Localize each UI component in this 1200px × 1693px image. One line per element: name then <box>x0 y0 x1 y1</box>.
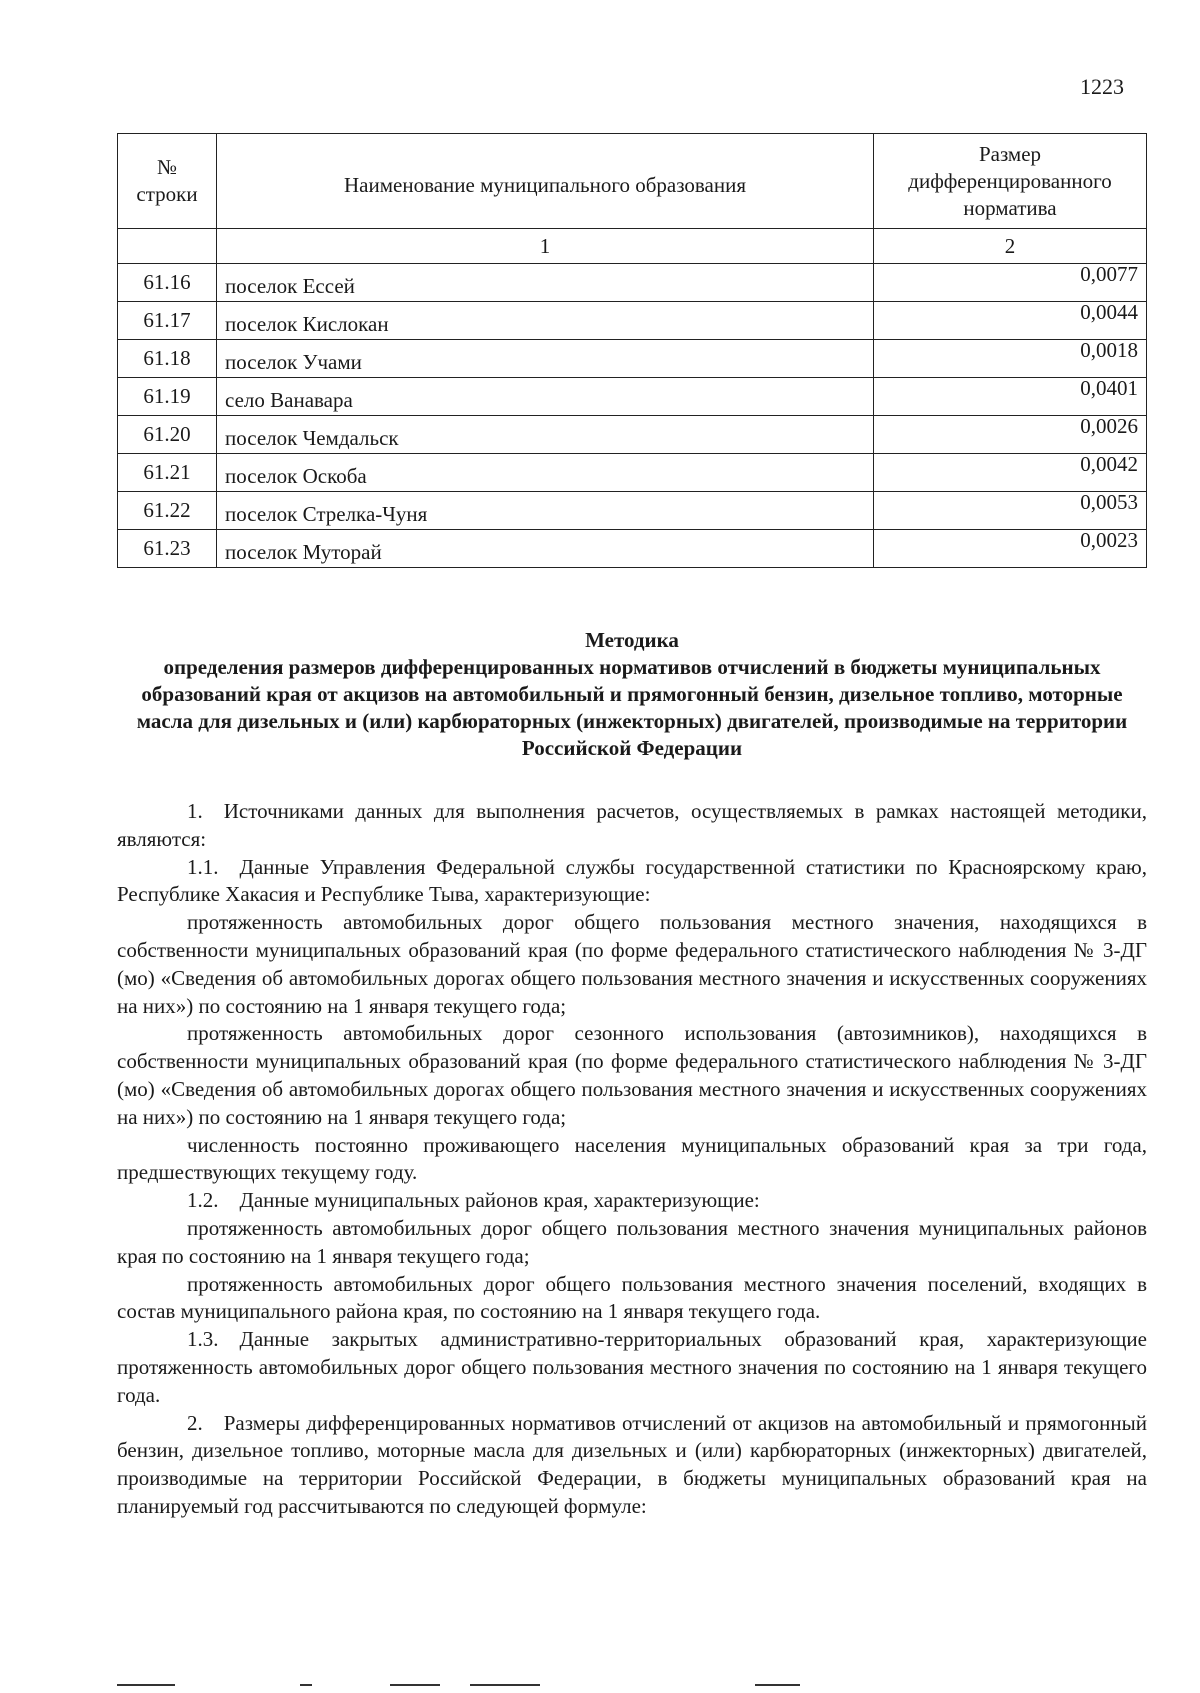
table-row <box>118 264 1147 302</box>
method-title-subtitle: определения размеров дифференцированных нормативов отчислений в бюджеты муниципальных образований края от акцизов на автомобильный и прямогонный бензин, дизельное топливо, моторные масла для дизельных и (или) карбюраторных (инжекторных) двигателей, производимые на территории Российской Федерации <box>136 655 1128 760</box>
row-municipality-text: поселок Муторай <box>225 540 382 564</box>
row-municipality <box>217 378 874 416</box>
index-cell-0 <box>118 229 217 264</box>
paragraph-1-2: 1.2. Данные муниципальных районов края, характеризующие: <box>187 1188 760 1213</box>
row-number: 61.22 <box>118 492 217 530</box>
method-title <box>117 627 1147 762</box>
paragraph-1: 1. Источниками данных для выполнения расчетов, осуществляемых в рамках настоящей методики, являются: <box>117 799 1147 851</box>
header-row-number-text: № строки <box>136 155 198 206</box>
table-row <box>118 530 1147 568</box>
row-municipality-text: поселок Ессей <box>225 274 355 298</box>
header-row-number <box>118 134 217 229</box>
footer-scan-line <box>470 1684 540 1686</box>
row-value <box>874 530 1147 568</box>
row-municipality <box>217 492 874 530</box>
header-municipality-name-text: Наименование муниципального образования <box>344 172 746 197</box>
row-municipality <box>217 302 874 340</box>
row-municipality <box>217 454 874 492</box>
row-number: 61.21 <box>118 454 217 492</box>
row-municipality <box>217 530 874 568</box>
paragraph-1-1-a: протяженность автомобильных дорог общего пользования местного значения, находящихся в собственности муниципальных образований края (по форме федерального статистического наблюдения № 3-ДГ (мо) «Сведения об автомобильных дорогах общего пользования местного значения и искусственных сооружениях на них») по состоянию на 1 января текущего года; <box>117 910 1147 1018</box>
row-number: 61.16 <box>118 264 217 302</box>
footer-scan-line <box>390 1684 440 1686</box>
row-municipality <box>217 416 874 454</box>
row-municipality-text: поселок Кислокан <box>225 312 389 336</box>
table-row <box>118 378 1147 416</box>
row-municipality <box>217 340 874 378</box>
normatives-table <box>117 133 1147 568</box>
paragraph-1-1-b: протяженность автомобильных дорог сезонного использования (автозимников), находящихся в собственности муниципальных образований края (по форме федерального статистического наблюдения № 3-ДГ (мо) «Сведения об автомобильных дорогах общего пользования местного значения и искусственных сооружениях на них») по состоянию на 1 января текущего года; <box>117 1021 1147 1129</box>
header-municipality-name <box>217 134 874 229</box>
row-value <box>874 416 1147 454</box>
row-value-text: 0,0053 <box>1080 490 1138 514</box>
index-cell-2: 2 <box>874 229 1147 264</box>
row-value <box>874 378 1147 416</box>
footer-scan-line <box>300 1684 312 1686</box>
row-value <box>874 340 1147 378</box>
paragraph-1-3: 1.3. Данные закрытых административно-территориальных образований края, характеризующие протяженность автомобильных дорог общего пользования местного значения по состоянию на 1 января текущего года. <box>117 1327 1147 1407</box>
footer-scan-line <box>117 1684 175 1686</box>
row-value-text: 0,0018 <box>1080 338 1138 362</box>
row-value-text: 0,0044 <box>1080 300 1138 324</box>
paragraph-1-1: 1.1. Данные Управления Федеральной службы государственной статистики по Красноярскому краю, Республике Хакасия и Республике Тыва, характеризующие: <box>117 854 1147 907</box>
paragraph-1-2-b: протяженность автомобильных дорог общего пользования местного значения поселений, входящих в состав муниципального района края, по состоянию на 1 января текущего года. <box>117 1271 1147 1324</box>
row-number: 61.20 <box>118 416 217 454</box>
row-municipality-text: поселок Стрелка-Чуня <box>225 502 428 526</box>
footer-scan-line <box>755 1684 800 1686</box>
table-row <box>118 302 1147 340</box>
row-value <box>874 302 1147 340</box>
index-cell-1: 1 <box>217 229 874 264</box>
row-value-text: 0,0026 <box>1080 414 1138 438</box>
row-value-text: 0,0077 <box>1080 262 1138 286</box>
row-municipality-text: поселок Чемдальск <box>225 426 399 450</box>
header-normative-size-text: Размер дифференцированного норматива <box>908 141 1112 220</box>
row-municipality-text: село Ванавара <box>225 388 353 412</box>
paragraph-2: 2. Размеры дифференцированных нормативов отчислений от акцизов на автомобильный и прямогонный бензин, дизельное топливо, моторные масла для дизельных и (или) карбюраторных (инжекторных) двигателей, производимые на территории Российской Федерации, в бюджеты муниципальных образований края на планируемый год рассчитываются по следующей формуле: <box>117 1410 1147 1518</box>
table-row <box>118 492 1147 530</box>
row-number: 61.17 <box>118 302 217 340</box>
row-number: 61.18 <box>118 340 217 378</box>
method-body <box>117 798 1147 1521</box>
method-title-heading: Методика <box>585 628 679 652</box>
paragraph-1-2-a: протяженность автомобильных дорог общего пользования местного значения муниципальных районов края по состоянию на 1 января текущего года; <box>117 1215 1147 1268</box>
row-value-text: 0,0023 <box>1080 528 1138 552</box>
row-municipality-text: поселок Учами <box>225 350 362 374</box>
row-value <box>874 454 1147 492</box>
row-value <box>874 492 1147 530</box>
paragraph-1-1-c: численность постоянно проживающего населения муниципальных образований края за три года, предшествующих текущему году. <box>117 1132 1147 1185</box>
row-value-text: 0,0042 <box>1080 452 1138 476</box>
table-row <box>118 340 1147 378</box>
table-row <box>118 416 1147 454</box>
row-value <box>874 264 1147 302</box>
row-number: 61.23 <box>118 530 217 568</box>
table-header-row <box>118 134 1147 229</box>
table-row <box>118 454 1147 492</box>
header-normative-size <box>874 134 1147 229</box>
page-number: 1223 <box>1080 74 1124 99</box>
row-number: 61.19 <box>118 378 217 416</box>
table-index-row <box>118 229 1147 264</box>
row-value-text: 0,0401 <box>1080 376 1138 400</box>
row-municipality-text: поселок Оскоба <box>225 464 367 488</box>
row-municipality <box>217 264 874 302</box>
